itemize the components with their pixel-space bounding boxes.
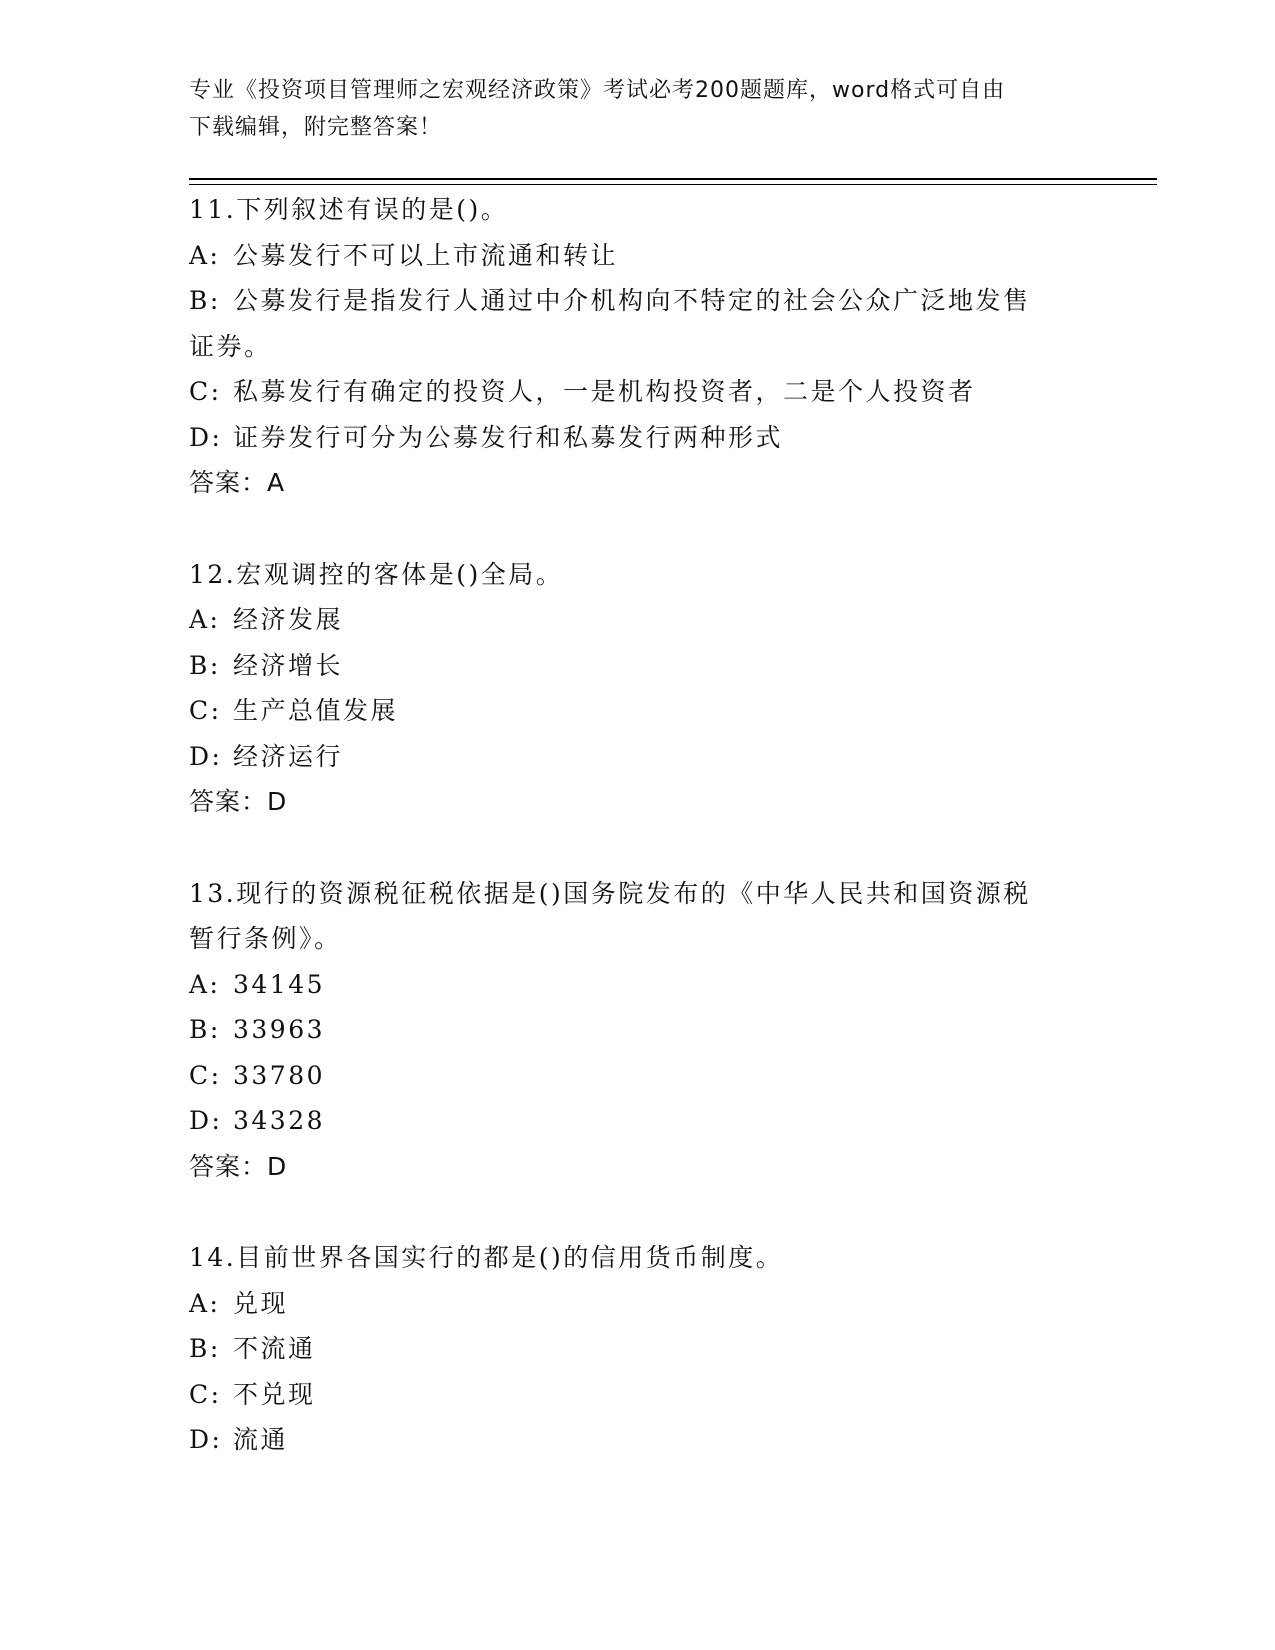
option-a [189, 962, 1089, 1008]
option-letter: B: [189, 286, 221, 315]
option-letter: B: [189, 650, 221, 680]
option-text: 公募发行不可以上市流通和转让 [233, 240, 619, 270]
option-letter: D: [189, 1425, 223, 1454]
option-text: 经济运行 [233, 741, 344, 771]
option-a [189, 233, 1089, 279]
answer-label: 答案：D [189, 787, 288, 816]
option-a [189, 1281, 1089, 1327]
option-text: 33780 [233, 1060, 326, 1090]
question-stem-continuation: 暂行条例》。 [189, 924, 342, 953]
question-list [189, 187, 1089, 1509]
header-intro-line-2: 下载编辑，附完整答案！ [189, 115, 443, 140]
option-letter: A: [189, 969, 221, 999]
option-letter: A: [189, 240, 221, 270]
question-13 [189, 871, 1089, 1190]
option-b-continuation: 证券。 [189, 331, 272, 361]
option-b [189, 1007, 1089, 1053]
header-intro-line-1: 专业《投资项目管理师之宏观经济政策》考试必考200题题库，word格式可自由 [189, 78, 1006, 103]
option-letter: D: [189, 1106, 223, 1135]
option-d [189, 1098, 1089, 1144]
question-stem: 11.下列叙述有误的是()。 [189, 195, 509, 224]
option-letter: D: [189, 422, 223, 452]
option-c [189, 1053, 1089, 1099]
header-divider-thin [189, 184, 1157, 185]
question-12 [189, 552, 1089, 825]
option-letter: C: [189, 1060, 222, 1090]
option-b [189, 1326, 1089, 1372]
option-text: 33963 [233, 1015, 326, 1044]
answer-label: 答案：A [189, 468, 286, 497]
option-letter: C: [189, 377, 222, 406]
option-letter: B: [189, 1334, 221, 1363]
option-c [189, 1372, 1089, 1418]
option-c [189, 369, 1089, 415]
option-text: 不流通 [233, 1334, 316, 1363]
option-d [189, 1417, 1089, 1463]
option-letter: A: [189, 1288, 221, 1318]
answer-label: 答案：D [189, 1151, 288, 1181]
document-header [189, 72, 1069, 146]
question-11 [189, 187, 1089, 506]
question-14 [189, 1235, 1089, 1463]
option-letter: C: [189, 1379, 222, 1409]
option-text: 生产总值发展 [233, 696, 399, 725]
question-stem: 12.宏观调控的客体是()全局。 [189, 559, 564, 589]
option-b [189, 643, 1089, 689]
option-b [189, 278, 1089, 324]
option-text: 私募发行有确定的投资人，一是机构投资者，二是个人投资者 [233, 377, 976, 406]
option-text: 34145 [233, 969, 326, 999]
question-stem: 14.目前世界各国实行的都是()的信用货币制度。 [189, 1243, 784, 1272]
header-divider-thick [189, 178, 1157, 180]
option-letter: B: [189, 1015, 221, 1044]
option-c [189, 688, 1089, 734]
option-letter: C: [189, 696, 222, 725]
option-d [189, 734, 1089, 780]
option-a [189, 597, 1089, 643]
option-letter: A: [189, 605, 221, 634]
question-stem: 13.现行的资源税征税依据是()国务院发布的《中华人民共和国资源税 [189, 878, 1031, 908]
option-text: 34328 [233, 1106, 326, 1135]
option-letter: D: [189, 741, 223, 771]
option-text: 证券发行可分为公募发行和私募发行两种形式 [233, 422, 784, 452]
option-text: 流通 [233, 1425, 289, 1454]
option-text: 经济发展 [233, 605, 344, 634]
option-text: 经济增长 [233, 650, 344, 680]
option-d [189, 415, 1089, 461]
option-text: 公募发行是指发行人通过中介机构向不特定的社会公众广泛地发售 [233, 286, 1031, 315]
option-text: 兑现 [233, 1288, 289, 1318]
option-text: 不兑现 [233, 1379, 316, 1409]
